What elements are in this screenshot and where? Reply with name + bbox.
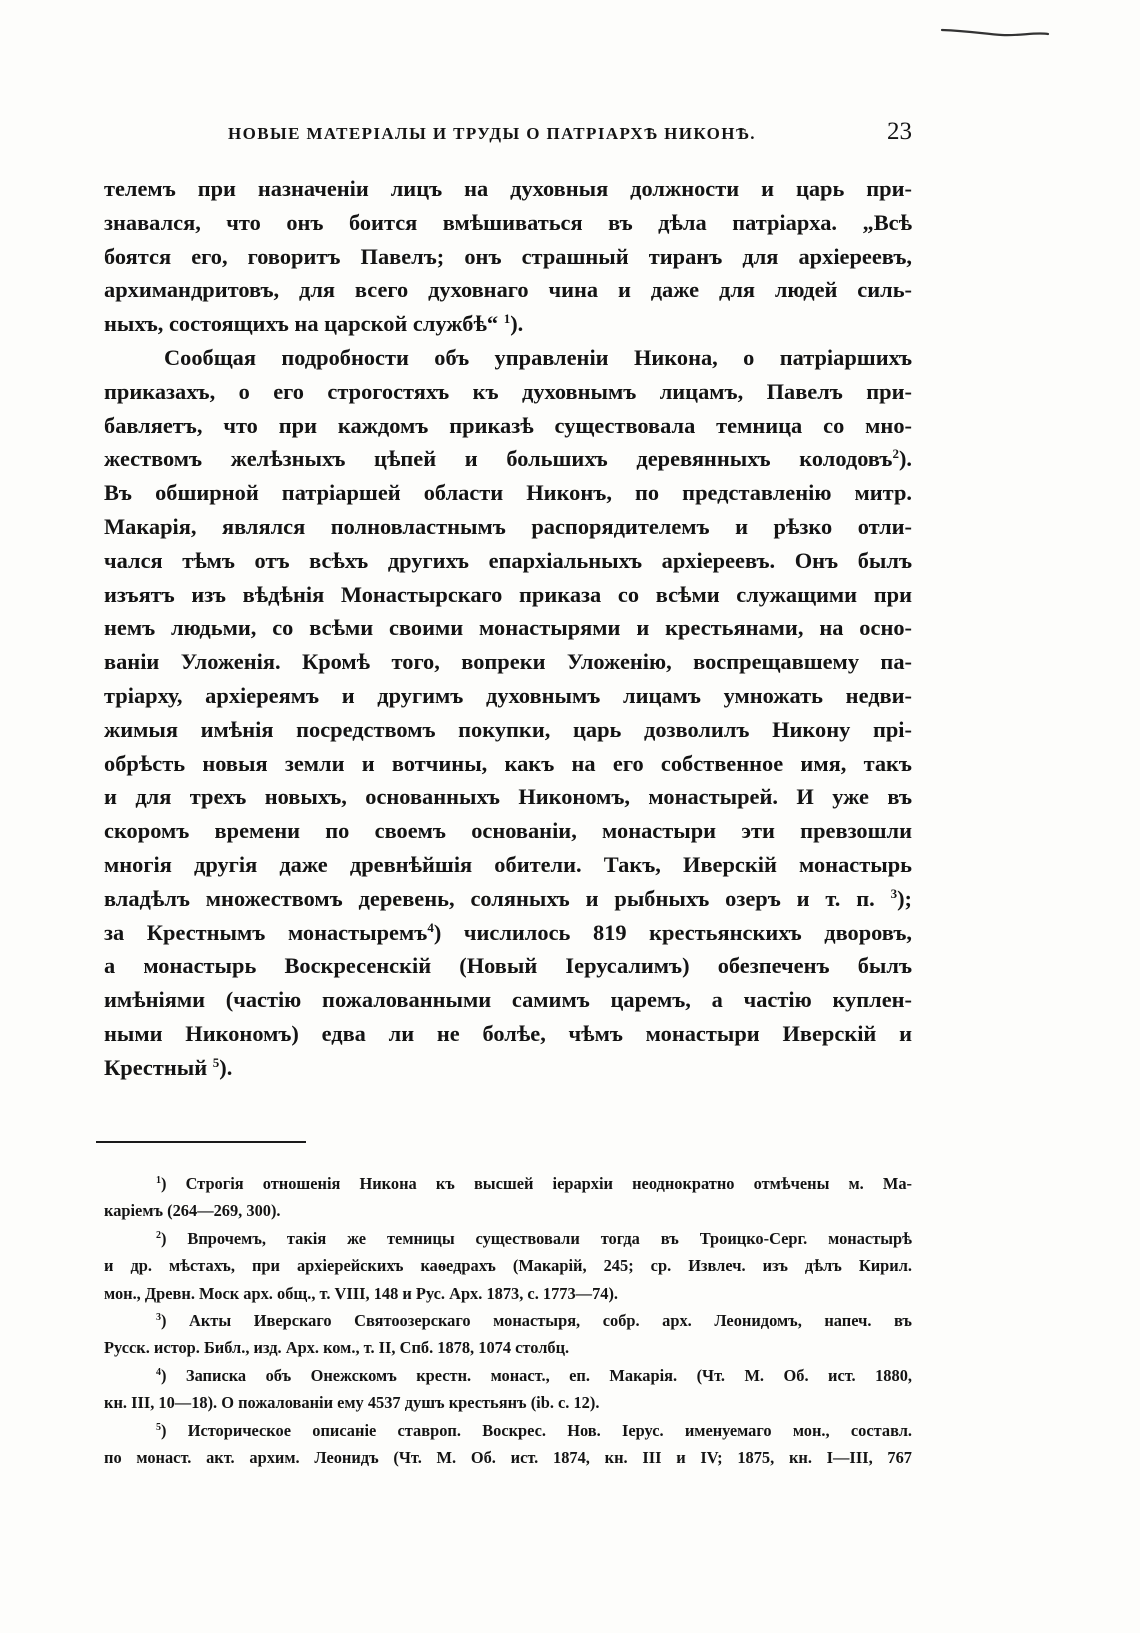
text-line-content: жествомъ желѣзныхъ цѣпей и большихъ деревянныхъ колодовъ	[104, 446, 893, 472]
text-line: скоромъ времени по своемъ основаніи, монастыри эти превзошли	[104, 818, 912, 844]
text-line-tail: ).	[510, 311, 524, 337]
text-line-tail: ).	[219, 1054, 233, 1080]
text-line-content: Крестный	[104, 1054, 208, 1080]
text-line-tail: );	[897, 885, 912, 911]
footnote-ref: 3	[890, 885, 898, 901]
text-line: Сообщая подробности объ управленіи Никона, о патріаршихъ	[164, 344, 912, 370]
text-line: а монастырь Воскресенскій (Новый Іерусалимъ) обезпеченъ былъ	[104, 953, 912, 979]
text-line: приказахъ, о его строгостяхъ къ духовнымъ лицамъ, Павелъ при-	[104, 378, 912, 404]
text-line	[104, 882, 912, 916]
text-line: боятся его, говоритъ Павелъ; онъ страшный тиранъ для архіереевъ,	[104, 243, 912, 269]
text-line-tail: ) числилось 819 крестьянскихъ дворовъ,	[433, 919, 912, 945]
footnote-line	[104, 1362, 912, 1389]
text-line: ваніи Уложенія. Кромѣ того, вопреки Уложенію, воспрещавшему па-	[104, 649, 912, 675]
text-line: многія другія даже древнѣйшія обители. Такъ, Иверскій монастырь	[104, 851, 912, 877]
text-line: Макарія, являлся полновластнымъ распорядителемъ и рѣзко отли-	[104, 513, 912, 539]
footnote-line	[104, 1225, 912, 1252]
footnote-line	[104, 1307, 912, 1334]
footnote-text: ) Впрочемъ, такія же темницы существовали тогда въ Троицко-Серг. монастырѣ	[161, 1228, 912, 1248]
scan-mark	[940, 26, 1050, 38]
footnote-line: кн. III, 10—18). О пожалованіи ему 4537 душъ крестьянъ (ib. с. 12).	[104, 1393, 600, 1413]
text-line: жимыя имѣнія посредствомъ покупки, царь дозволилъ Никону прі-	[104, 716, 912, 742]
footnote-line: мон., Древн. Моск арх. общ., т. VIII, 148 и Рус. Арх. 1873, с. 1773—74).	[104, 1283, 619, 1303]
footnote-line	[104, 1170, 912, 1197]
text-line: телемъ при назначеніи лицъ на духовныя должности и царь при-	[104, 176, 912, 201]
footnotes	[104, 1170, 912, 1471]
text-line-content: владѣлъ множествомъ деревень, соляныхъ и рыбныхъ озеръ и т. п.	[104, 885, 875, 911]
footnote-ref: 1	[503, 311, 511, 327]
footnote-marker: 3	[156, 1311, 161, 1323]
footnote-ref: 4	[427, 919, 434, 935]
footnote-ref: 2	[892, 446, 899, 462]
footnote-text: ) Акты Иверскаго Святоозерскаго монастыря, собр. арх. Леонидомъ, напеч. въ	[161, 1310, 912, 1330]
text-line: чался тѣмъ отъ всѣхъ другихъ епархіальныхъ архіереевъ. Онъ былъ	[104, 547, 912, 573]
footnote-line: Русск. истор. Библ., изд. Арх. ком., т. II, Спб. 1878, 1074 столбц.	[104, 1338, 570, 1358]
footnote-line: каріемъ (264—269, 300).	[104, 1201, 281, 1221]
footnote-text: ) Строгія отношенія Никона къ высшей іерархіи неоднократно отмѣчены м. Ма-	[161, 1174, 912, 1193]
running-title: НОВЫЕ МАТЕРІАЛЫ И ТРУДЫ О ПАТРІАРХѢ НИКОНѢ.	[228, 124, 756, 143]
footnote-marker: 5	[156, 1421, 161, 1433]
text-line: архимандритовъ, для всего духовнаго чина и даже для людей силь-	[104, 277, 912, 303]
text-line	[104, 1051, 912, 1085]
text-line	[104, 442, 912, 476]
text-line: знавался, что онъ боится вмѣшиваться въ дѣла патріарха. „Всѣ	[104, 209, 912, 235]
footnote-marker: 2	[156, 1229, 161, 1241]
text-line: бавляетъ, что при каждомъ приказѣ существовала темница со мно-	[104, 412, 912, 438]
footnote-text: ) Записка объ Онежскомъ крестн. монаст., еп. Макарія. (Чт. М. Об. ист. 1880,	[161, 1365, 912, 1385]
text-line: тріарху, архіереямъ и другимъ духовнымъ лицамъ умножать недви-	[104, 682, 912, 708]
page-number: 23	[887, 118, 912, 145]
text-line: и для трехъ новыхъ, основанныхъ Никономъ, монастырей. И уже въ	[104, 784, 912, 810]
text-line-content: ныхъ, состоящихъ на царской службѣ“	[104, 311, 499, 337]
text-line-content: за Крестнымъ монастыремъ	[104, 919, 428, 945]
footnote-text: ) Историческое описаніе ставроп. Воскрес. Нов. Іерус. именуемаго мон., составл.	[161, 1420, 912, 1440]
text-line-tail: ).	[898, 446, 912, 472]
text-line: ными Никономъ) едва ли не болѣе, чѣмъ монастыри Иверскій и	[104, 1020, 912, 1046]
footnote-line: по монаст. акт. архим. Леонидъ (Чт. М. Об. ист. 1874, кн. III и IV; 1875, кн. I—III, 767	[104, 1447, 912, 1467]
text-line	[104, 307, 912, 341]
text-line: изъятъ изъ вѣдѣнія Монастырскаго приказа со всѣми служащими при	[104, 581, 912, 607]
text-line	[104, 916, 912, 950]
running-head	[104, 118, 912, 150]
text-line: обрѣсть новыя земли и вотчины, какъ на его собственное имя, такъ	[104, 750, 912, 776]
footnote-marker: 4	[156, 1366, 161, 1378]
footnote-line: и др. мѣстахъ, при архіерейскихъ каѳедрахъ (Макарій, 245; ср. Извлеч. изъ дѣлъ Кирил.	[104, 1256, 912, 1276]
footnote-line	[104, 1417, 912, 1444]
text-line: Въ обширной патріаршей области Никонъ, по представленію митр.	[104, 480, 912, 506]
footnote-marker: 1	[156, 1175, 161, 1186]
text-line: немъ людьми, со всѣми своими монастырями и крестьянами, на осно-	[104, 615, 912, 641]
footnote-divider	[96, 1141, 306, 1143]
body-text	[104, 172, 912, 1085]
text-line: имѣніями (частію пожалованными самимъ царемъ, а частію куплен-	[104, 987, 912, 1013]
footnote-ref: 5	[212, 1054, 220, 1070]
